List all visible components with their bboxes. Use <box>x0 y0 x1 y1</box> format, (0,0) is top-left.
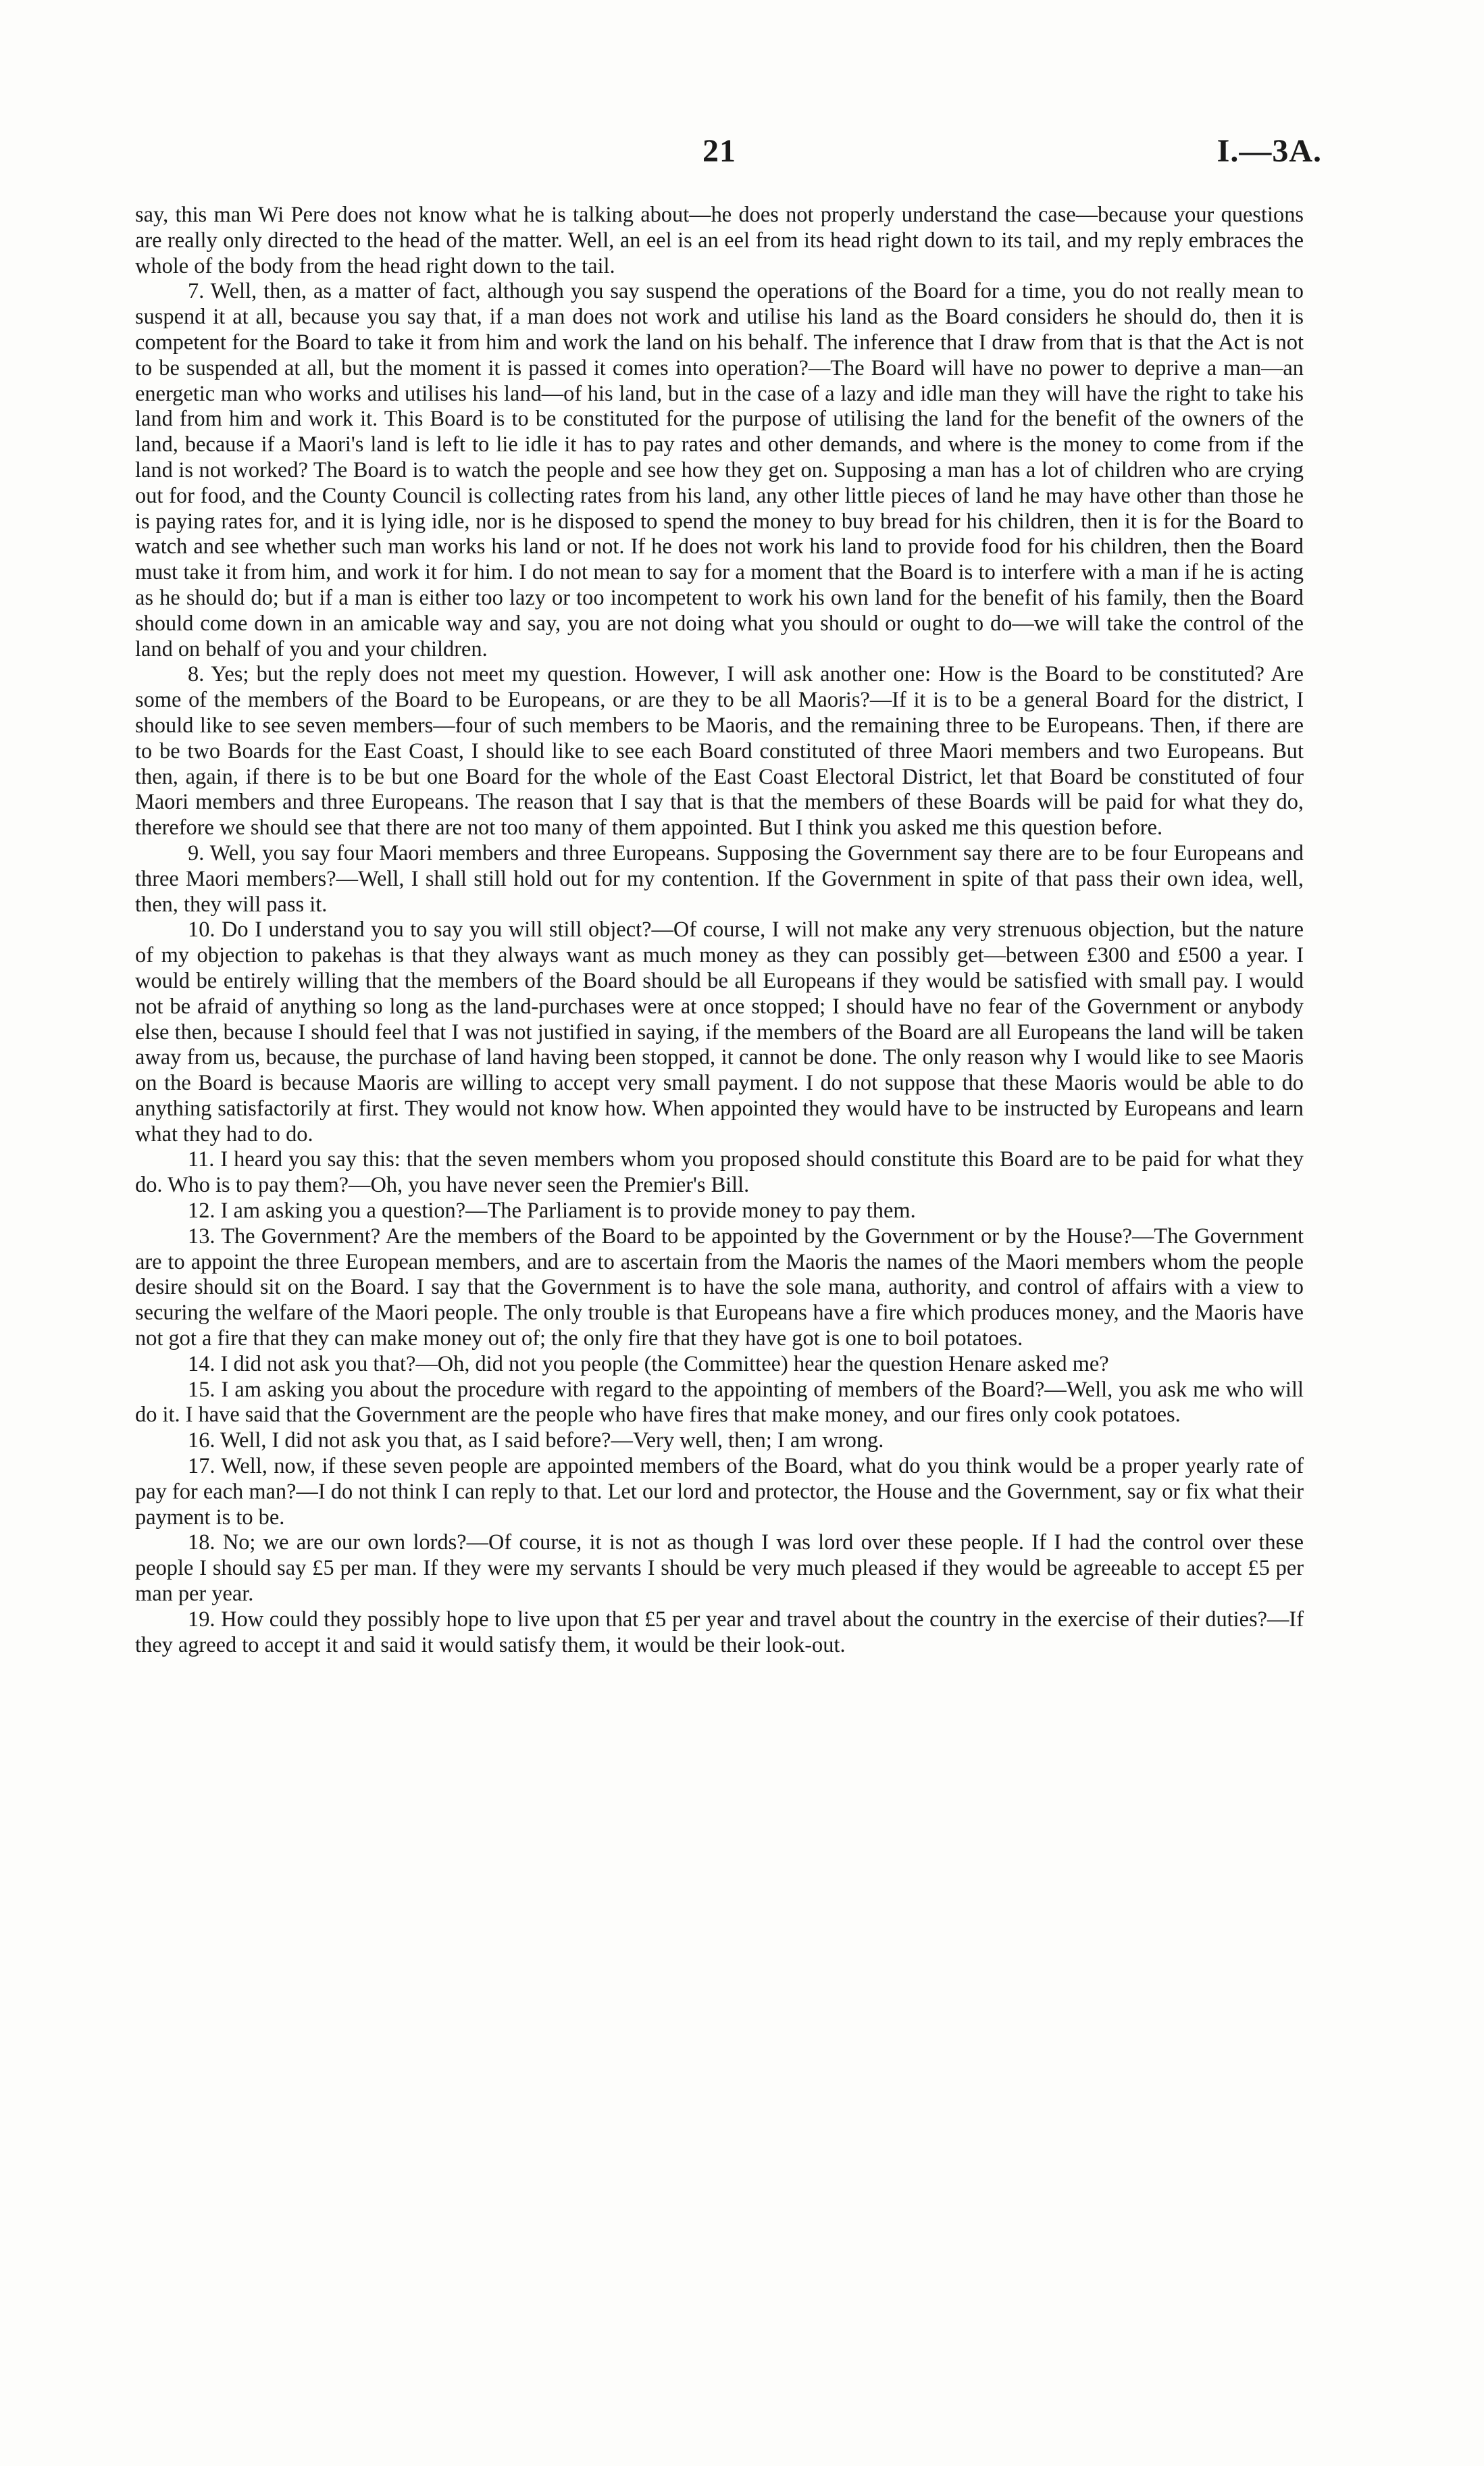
question-16: 16. Well, I did not ask you that, as I said before?—Very well, then; I am wrong. <box>188 1428 884 1453</box>
paragraph-continued: say, this man Wi Pere does not know what he is talking about—he does not properly understand the case—because your questions are really only directed to the head of the matter. Well, an eel is an eel from its head right down to its tail, and my reply embraces the whole of the body from the head right down to the tail. <box>135 203 1304 278</box>
question-14: 14. I did not ask you that?—Oh, did not you people (the Committee) hear the question Henare asked me? <box>188 1351 1109 1376</box>
question-13: 13. The Government? Are the members of the Board to be appointed by the Government or by the House?—The Government are to appoint the three European members, and are to ascertain from the Maoris the names of the Maori members whom the people desire should sit on the Board. I say that the Government is to have the sole mana, authority, and control of affairs with a view to securing the welfare of the Maori people. The only trouble is that Europeans have a fire which produces money, and the Maoris have not got a fire that they can make money out of; the only fire that they have got is one to boil potatoes. <box>135 1224 1304 1351</box>
body-text <box>135 203 1304 1658</box>
question-8: 8. Yes; but the reply does not meet my question. However, I will ask another one: How is the Board to be constituted? Are some of the members of the Board to be Europeans, or are they to be all Maoris?—If it is to be a general Board for the district, I should like to see seven members—four of such members to be Maoris, and the remaining three to be Europeans. Then, if there are to be two Boards for the East Coast, I should like to see each Board constituted of three Maori members and two Europeans. But then, again, if there is to be but one Board for the whole of the East Coast Electoral District, let that Board be constituted of four Maori members and three Europeans. The reason that I say that is that the members of these Boards will be paid for what they do, therefore we should see that there are not too many of them appointed. But I think you asked me this question before. <box>135 662 1304 840</box>
question-7: 7. Well, then, as a matter of fact, although you say suspend the operations of the Board for a time, you do not really mean to suspend it at all, because you say that, if a man does not work and utilise his land as the Board considers he should do, then it is competent for the Board to take it from him and work the land on his behalf. The inference that I draw from that is that the Act is not to be suspended at all, but the moment it is passed it comes into operation?—The Board will have no power to deprive a man—an energetic man who works and utilises his land—of his land, but in the case of a lazy and idle man they will have the right to take his land from him and work it. This Board is to be constituted for the purpose of utilising the land for the benefit of the owners of the land, because if a Maori's land is left to lie idle it has to pay rates and other demands, and where is the money to come from if the land is not worked? The Board is to watch the people and see how they get on. Supposing a man has a lot of children who are crying out for food, and the County Council is collecting rates from his land, any other little pieces of land he may have other than those he is paying rates for, and it is lying idle, nor is he disposed to spend the money to buy bread for his children, then it is for the Board to watch and see whether such man works his land or not. If he does not work his land to provide food for his children, then the Board must take it from him, and work it for him. I do not mean to say for a moment that the Board is to interfere with a man if he is acting as he should do; but if a man is either too lazy or too incompetent to work his own land for the benefit of his family, then the Board should come down in an amicable way and say, you are not doing what you should or ought to do—we will take the control of the land on behalf of you and your children. <box>135 279 1304 661</box>
question-17: 17. Well, now, if these seven people are appointed members of the Board, what do you think would be a proper yearly rate of pay for each man?—I do not think I can reply to that. Let our lord and protector, the House and the Government, say or fix what their payment is to be. <box>135 1454 1304 1530</box>
question-12: 12. I am asking you a question?—The Parliament is to provide money to pay them. <box>188 1199 916 1224</box>
question-10: 10. Do I understand you to say you will still object?—Of course, I will not make any very strenuous objection, but the nature of my objection to pakehas is that they always want as much money as they can possibly get—between £300 and £500 a year. I would be entirely willing that the members of the Board should be all Europeans if they would be satisfied with small pay. I would not be afraid of anything so long as the land-purchases were at once stopped; I should have no fear of the Government or anybody else then, because I should feel that I was not justified in saying, if the members of the Board are all Europeans the land will be taken away from us, because, the purchase of land having been stopped, it cannot be done. The only reason why I would like to see Maoris on the Board is because Maoris are willing to accept very small payment. I do not suppose that these Maoris would be able to do anything satisfactorily at first. They would not know how. When appointed they would have to be instructed by Europeans and learn what they had to do. <box>135 917 1304 1147</box>
page-header <box>0 132 1484 180</box>
question-11: 11. I heard you say this: that the seven members whom you proposed should constitute this Board are to be paid for what they do. Who is to pay them?—Oh, you have never seen the Premier's Bill. <box>135 1147 1304 1198</box>
document-reference: I.—3A. <box>1217 133 1322 169</box>
question-19: 19. How could they possibly hope to live upon that £5 per year and travel about the country in the exercise of their duties?—If they agreed to accept it and said it would satisfy them, it would be their look-out. <box>135 1607 1304 1657</box>
question-15: 15. I am asking you about the procedure with regard to the appointing of members of the Board?—Well, you ask me who will do it. I have said that the Government are the people who have fires that make money, and our fires only cook potatoes. <box>135 1377 1304 1428</box>
page-number: 21 <box>702 133 736 169</box>
question-18: 18. No; we are our own lords?—Of course, it is not as though I was lord over these people. If I had the control over these people I should say £5 per man. If they were my servants I should be very much pleased if they would be agreeable to accept £5 per man per year. <box>135 1530 1304 1607</box>
question-9: 9. Well, you say four Maori members and three Europeans. Supposing the Government say there are to be four Europeans and three Maori members?—Well, I shall still hold out for my contention. If the Government in spite of that pass their own idea, well, then, they will pass it. <box>135 840 1304 917</box>
